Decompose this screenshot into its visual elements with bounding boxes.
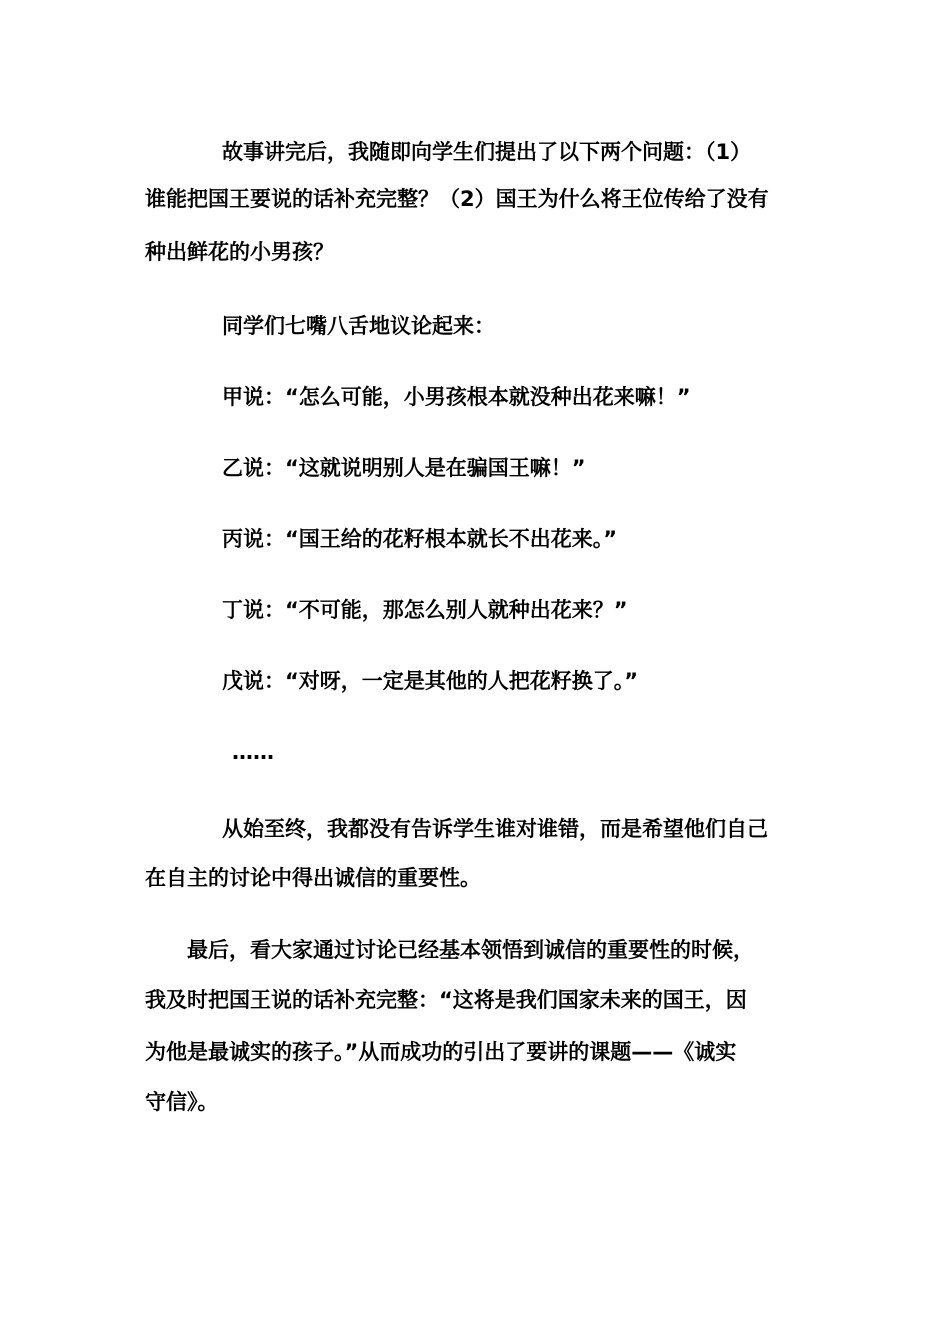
ellipsis: …… (232, 740, 274, 764)
paragraph-2: 同学们七嘴八舌地议论起来： (222, 314, 495, 338)
paragraph-4-line-1: 最后，看大家通过讨论已经基本领悟到诚信的重要性的时候， (187, 938, 754, 962)
paragraph-4-line-4: 守信》。 (145, 1090, 219, 1114)
dialogue-line: 丙说：“国王给的花籽根本就长不出花来。” (222, 527, 618, 551)
dialogue-line: 甲说：“怎么可能，小男孩根本就没种出花来嘛！” (222, 385, 691, 409)
paragraph-3-line-1: 从始至终，我都没有告诉学生谁对谁错，而是希望他们自己 (222, 817, 768, 841)
paragraph-1-line-2: 谁能把国王要说的话补充完整？（2）国王为什么将王位传给了没有 (145, 187, 769, 211)
paragraph-4-line-2: 我及时把国王说的话补充完整：“这将是我们国家未来的国王，因 (145, 988, 747, 1012)
dialogue-line: 丁说：“不可能，那怎么别人就种出花来？” (222, 598, 628, 622)
paragraph-3-line-2: 在自主的讨论中得出诚信的重要性。 (145, 866, 481, 890)
paragraph-1-line-1: 故事讲完后，我随即向学生们提出了以下两个问题：（1） (222, 140, 752, 164)
paragraph-1-line-3: 种出鲜花的小男孩？ (145, 240, 334, 264)
dialogue-line: 戊说：“对呀，一定是其他的人把花籽换了。” (222, 669, 639, 693)
paragraph-4-line-3: 为他是最诚实的孩子。”从而成功的引出了要讲的课题——《诚实 (145, 1040, 737, 1064)
dialogue-line: 乙说：“这就说明别人是在骗国王嘛！” (222, 456, 586, 480)
